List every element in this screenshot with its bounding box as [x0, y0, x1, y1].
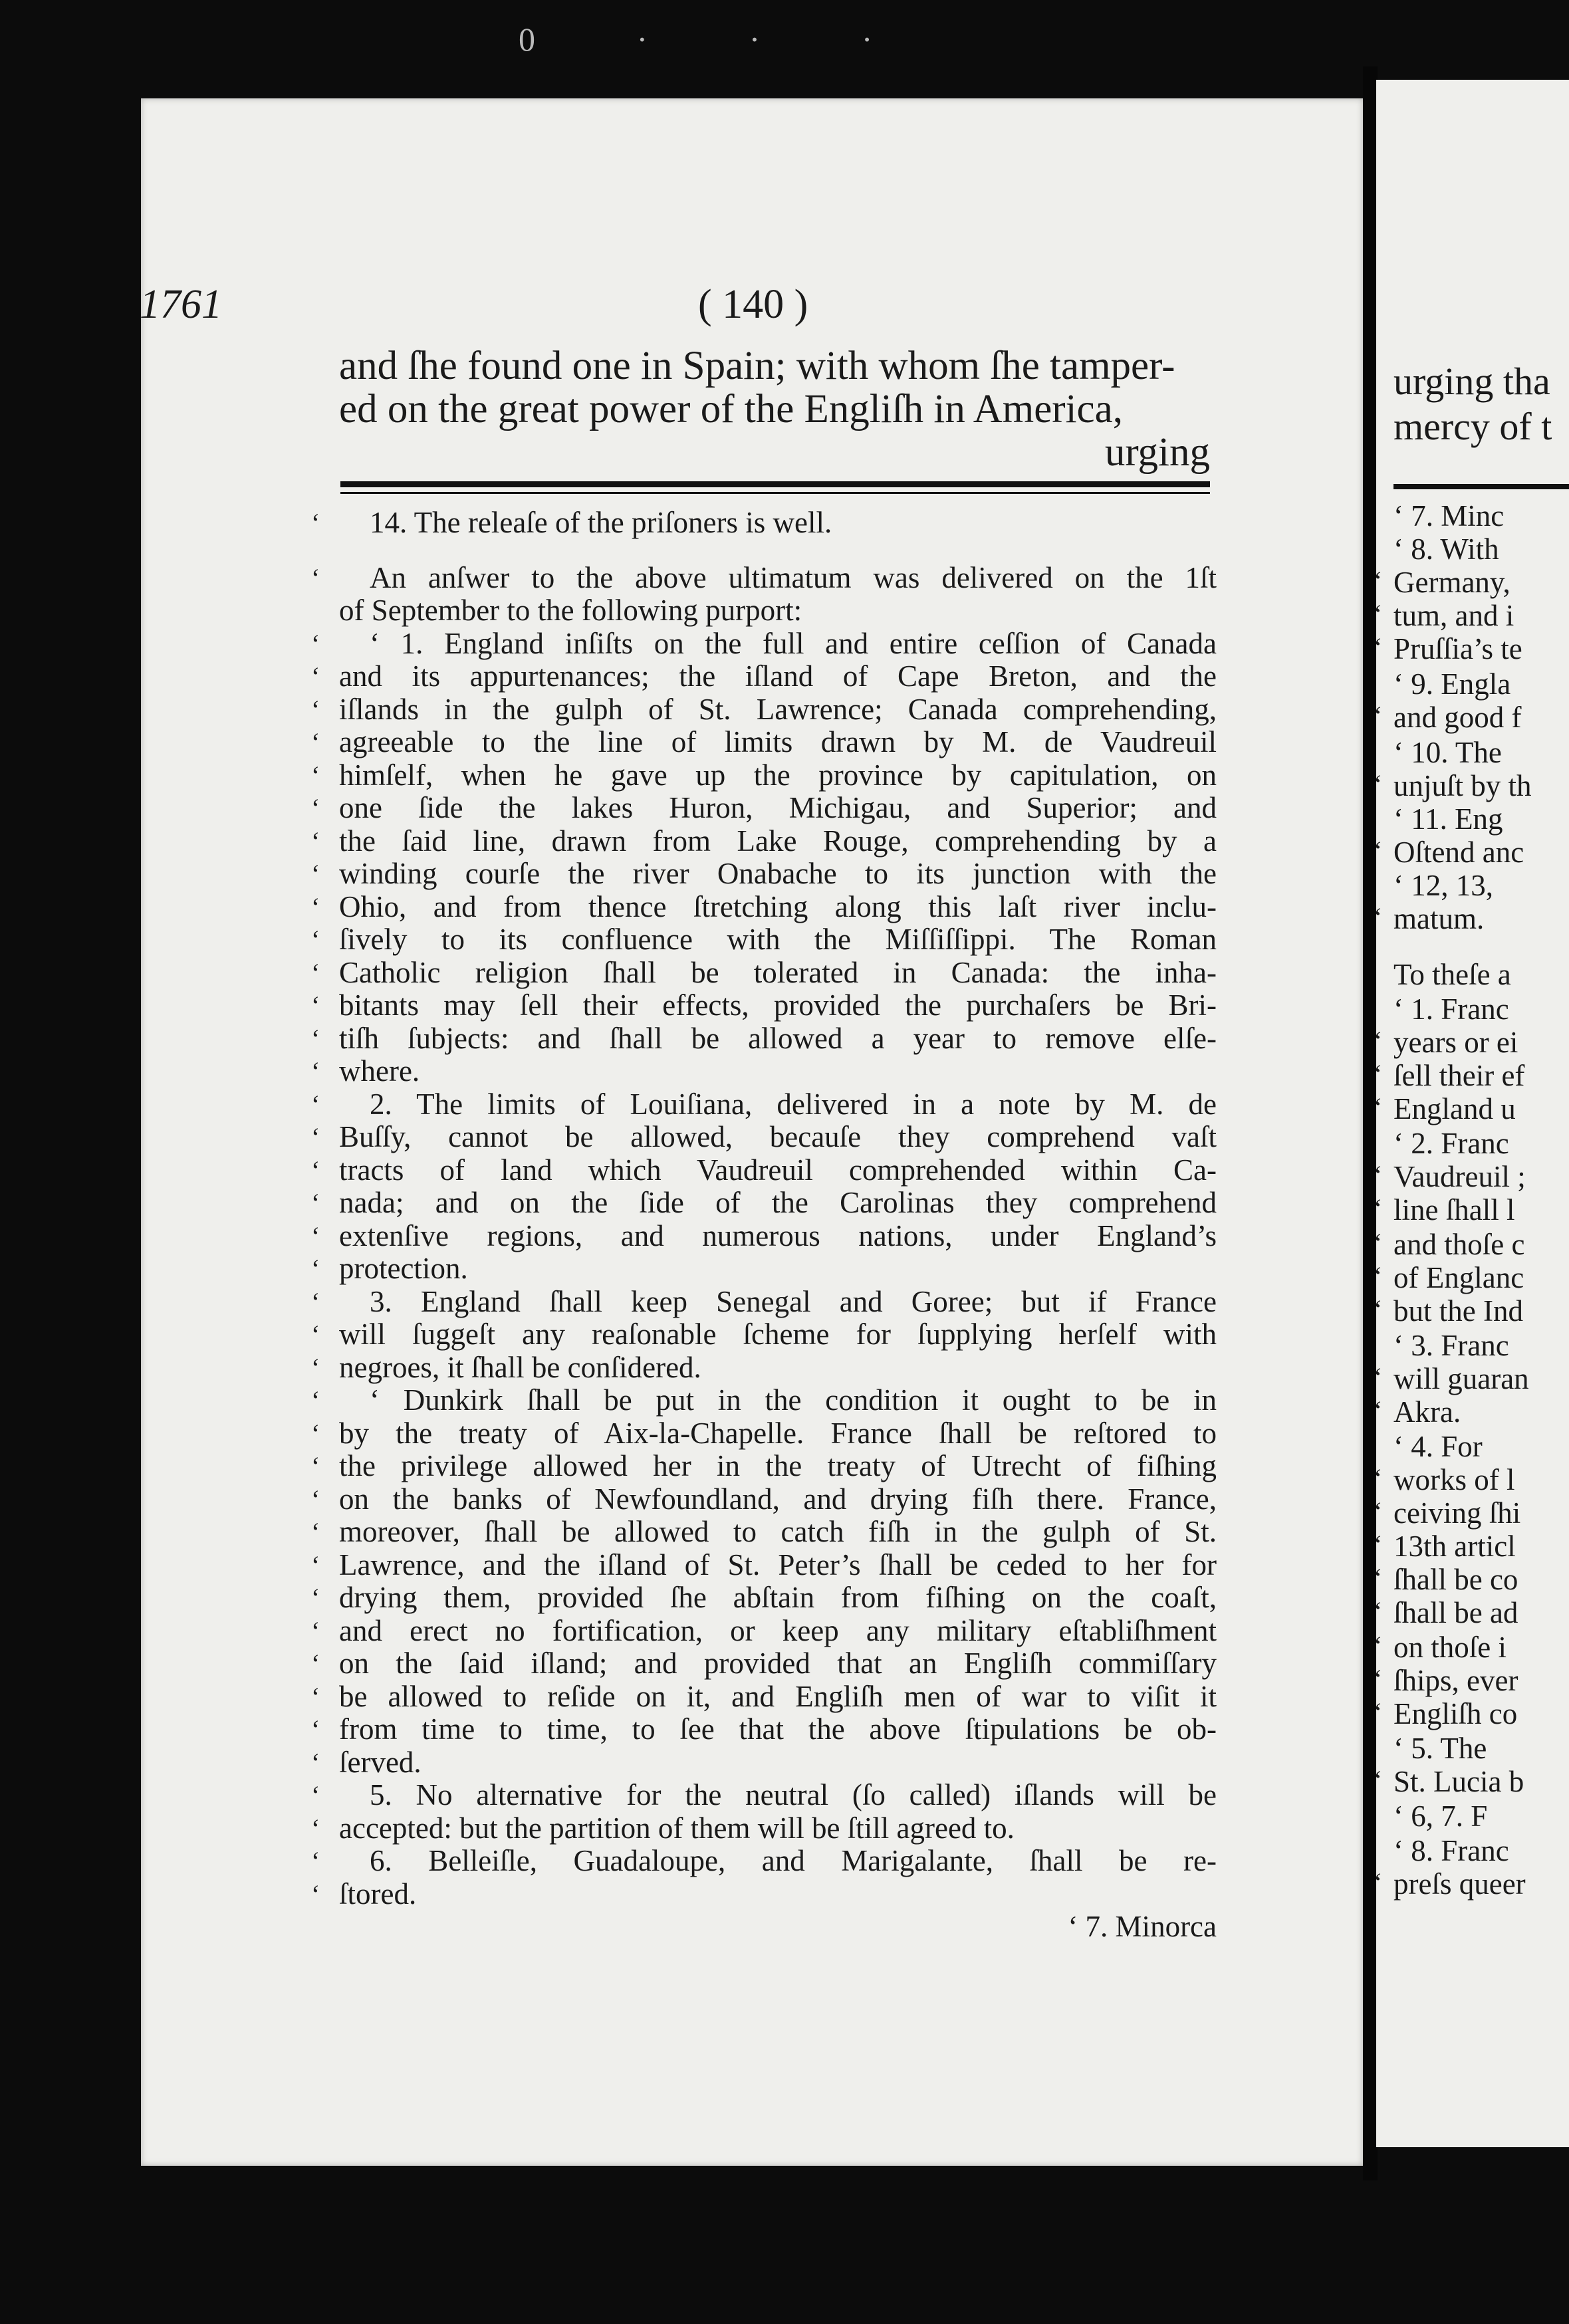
line-text: 13th articl	[1393, 1530, 1516, 1563]
right-page-line	[1374, 1395, 1461, 1429]
margin-quote-mark: ‘	[311, 1155, 320, 1185]
margin-quote-mark: ‘	[311, 1583, 320, 1613]
margin-quote-mark: ‘	[311, 1649, 320, 1679]
line-text: Engliſh co	[1393, 1697, 1518, 1730]
text-line	[311, 791, 1217, 825]
text-line	[311, 1647, 1217, 1681]
text-line	[311, 923, 1217, 957]
right-page-line	[1393, 1799, 1487, 1833]
margin-quote-mark: ‘	[1374, 836, 1383, 866]
text-line	[311, 1318, 1217, 1351]
line-text: on the banks of Newfoundland, and drying fiſh there. France,	[339, 1482, 1217, 1516]
line-text: 2. The limits of Louiſiana, delivered in a note by M. de	[370, 1087, 1217, 1121]
text-line	[339, 594, 1217, 628]
right-page-line	[1393, 667, 1510, 701]
right-page-line	[1374, 1595, 1518, 1630]
margin-quote-mark: ‘	[311, 1714, 320, 1744]
text-line	[311, 824, 1217, 858]
margin-quote-mark: ‘	[1374, 1765, 1383, 1795]
line-text: ‘ 8. Franc	[1393, 1834, 1509, 1867]
line-text: St. Lucia b	[1393, 1765, 1524, 1798]
line-text: ‘ 10. The	[1393, 736, 1502, 769]
right-page-catchword: mercy of t	[1393, 405, 1552, 448]
margin-quote-mark: ‘	[1374, 1059, 1383, 1089]
line-text: nada; and on the ſide of the Carolinas they comprehend	[339, 1186, 1217, 1219]
margin-quote-mark: ‘	[1374, 1697, 1383, 1727]
line-text: ‘ 6, 7. F	[1393, 1800, 1488, 1833]
text-line	[311, 1745, 1217, 1780]
line-text: ‘ 9. Engla	[1393, 667, 1511, 701]
text-line	[311, 1877, 1217, 1911]
text-line	[311, 1383, 1217, 1417]
line-text: protection.	[339, 1252, 468, 1285]
line-text: on thoſe i	[1393, 1631, 1507, 1664]
right-page-line	[1393, 868, 1493, 903]
right-page-line	[1374, 1092, 1516, 1126]
top-edge-marks: 0 · · ·	[519, 21, 919, 58]
text-line	[339, 1911, 1217, 1944]
margin-quote-mark: ‘	[311, 562, 320, 593]
margin-quote-mark: ‘	[1374, 1026, 1383, 1056]
margin-quote-mark: ‘	[311, 1056, 320, 1086]
line-text: tracts of land which Vaudreuil comprehended within Ca-	[339, 1153, 1217, 1187]
margin-quote-mark: ‘	[1374, 1092, 1383, 1122]
right-page-line	[1374, 632, 1522, 666]
text-line	[311, 1581, 1217, 1615]
right-page-line	[1393, 735, 1502, 770]
header-year: 1761	[140, 282, 222, 327]
line-text: the privilege allowed her in the treaty of Utrecht of fiſhing	[339, 1449, 1217, 1482]
right-page-line	[1393, 1429, 1483, 1464]
right-page-line	[1374, 1159, 1526, 1194]
right-page-line	[1374, 700, 1522, 735]
margin-quote-mark: ‘	[311, 826, 320, 856]
line-text: Buſſy, cannot be allowed, becauſe they comprehend vaſt	[339, 1120, 1217, 1153]
line-text: winding courſe the river Onabache to its junction with the	[339, 857, 1217, 890]
margin-quote-mark: ‘	[311, 1254, 320, 1284]
line-text: moreover, ſhall be allowed to catch fiſh in the gulph of St.	[339, 1515, 1217, 1548]
line-text: by the treaty of Aix-la-Chapelle. France ſhall be reſtored to	[339, 1416, 1217, 1450]
margin-quote-mark: ‘	[1374, 1294, 1383, 1324]
text-line	[311, 1449, 1217, 1483]
paragraph-gap	[339, 540, 1217, 562]
line-text: himſelf, when he gave up the province by capitulation, on	[339, 758, 1217, 792]
line-text: Oſtend anc	[1393, 836, 1524, 869]
margin-quote-mark: ‘	[1374, 1867, 1383, 1897]
margin-quote-mark: ‘	[311, 925, 320, 955]
line-text: Vaudreuil ;	[1393, 1160, 1526, 1193]
line-text: Pruſſia’s te	[1393, 632, 1522, 665]
line-text: ‘ 3. Franc	[1393, 1329, 1509, 1362]
margin-quote-mark: ‘	[1374, 769, 1383, 799]
margin-quote-mark: ‘	[311, 628, 320, 659]
right-page-line	[1374, 565, 1510, 600]
line-text: years or ei	[1393, 1026, 1518, 1059]
margin-quote-mark: ‘	[311, 661, 320, 691]
margin-quote-mark: ‘	[1374, 1395, 1383, 1425]
margin-quote-mark: ‘	[311, 1879, 320, 1909]
margin-quote-mark: ‘	[311, 990, 320, 1020]
margin-quote-mark: ‘	[311, 1780, 320, 1810]
margin-quote-mark: ‘	[311, 1615, 320, 1646]
margin-quote-mark: ‘	[1374, 1631, 1383, 1661]
line-text: tum, and i	[1393, 599, 1514, 632]
right-page-line	[1393, 1126, 1509, 1161]
text-line	[311, 692, 1217, 727]
text-line	[311, 1515, 1217, 1549]
text-line	[311, 659, 1217, 693]
margin-quote-mark: ‘	[311, 1220, 320, 1251]
line-text: ‘ 1. Franc	[1393, 992, 1509, 1026]
line-text: where.	[339, 1054, 420, 1088]
margin-quote-mark: ‘	[1374, 1530, 1383, 1560]
line-text: ‘ 7. Minorca	[1068, 1910, 1217, 1943]
right-page-line	[1374, 901, 1485, 936]
text-line	[311, 560, 1217, 595]
line-text: will ſuggeſt any reaſonable ſcheme for ſupplying herſelf with	[339, 1318, 1217, 1351]
margin-quote-mark: ‘	[311, 1122, 320, 1152]
line-text: ‘ Dunkirk ſhall be put in the condition it ought to be in	[370, 1383, 1217, 1417]
margin-quote-mark: ‘	[311, 1517, 320, 1547]
text-line	[311, 955, 1217, 990]
right-page-catchword: urging tha	[1393, 360, 1550, 403]
margin-quote-mark: ‘	[311, 694, 320, 725]
right-page-line	[1393, 532, 1499, 566]
line-text: ‘ 2. Franc	[1393, 1127, 1509, 1160]
text-line	[311, 1252, 1217, 1286]
right-page-line	[1374, 1294, 1523, 1328]
right-page-line	[1393, 802, 1503, 836]
margin-quote-mark: ‘	[311, 1023, 320, 1054]
line-text: works of l	[1393, 1463, 1515, 1496]
text-line	[311, 626, 1217, 661]
line-text: on the ſaid iſland; and provided that an Engliſh commiſſary	[339, 1647, 1217, 1680]
line-text: Ohio, and from thence ſtretching along this laſt river inclu-	[339, 889, 1217, 923]
line-text: agreeable to the line of limits drawn by M. de Vaudreuil	[339, 725, 1217, 758]
text-line	[311, 1087, 1217, 1121]
margin-quote-mark: ‘	[1374, 1496, 1383, 1526]
margin-quote-mark: ‘	[311, 1385, 320, 1415]
catchword-line-1: and ſhe found one in Spain; with whom ſhe tamper-	[339, 344, 1175, 388]
margin-quote-mark: ‘	[311, 727, 320, 757]
text-line	[311, 1482, 1217, 1516]
text-line	[311, 1284, 1217, 1319]
line-text: drying them, provided ſhe abſtain from fiſhing on the coaſt,	[339, 1581, 1217, 1614]
line-text: ‘ 7. Minc	[1393, 499, 1505, 532]
right-page-line	[1393, 992, 1509, 1026]
line-text: 14. The releaſe of the priſoners is well.	[370, 506, 832, 539]
margin-quote-mark: ‘	[1374, 1596, 1383, 1626]
text-line	[311, 1811, 1217, 1845]
margin-quote-mark: ‘	[311, 1320, 320, 1349]
line-text: Akra.	[1393, 1395, 1461, 1429]
line-text: ſell their ef	[1393, 1059, 1525, 1092]
line-text: and its appurtenances; the iſland of Cape Breton, and the	[339, 659, 1217, 693]
right-page-line	[1374, 598, 1514, 633]
line-text: unjuſt by th	[1393, 769, 1532, 802]
margin-quote-mark: ‘	[311, 508, 320, 538]
line-text: but the Ind	[1393, 1294, 1523, 1328]
margin-quote-mark: ‘	[311, 760, 320, 790]
margin-quote-mark: ‘	[311, 957, 320, 988]
right-page-line	[1374, 1562, 1518, 1597]
line-text: and good f	[1393, 701, 1522, 734]
line-text: 5. No alternative for the neutral (ſo called) iſlands will be	[370, 1778, 1217, 1811]
text-line	[311, 1120, 1217, 1154]
text-line	[311, 1416, 1217, 1451]
text-line	[311, 1153, 1217, 1187]
text-line	[311, 1778, 1217, 1812]
line-text: be allowed to reſide on it, and Engliſh men of war to viſit it	[339, 1679, 1217, 1713]
margin-quote-mark: ‘	[1374, 1463, 1383, 1493]
text-line	[311, 1844, 1217, 1878]
right-page-line	[1374, 1529, 1516, 1564]
line-text: will guaran	[1393, 1362, 1529, 1395]
line-text: and erect no fortification, or keep any military eſtabliſhment	[339, 1613, 1217, 1647]
line-text: accepted: but the partition of them will be ſtill agreed to.	[339, 1811, 1015, 1845]
line-text: 6. Belleiſle, Guadaloupe, and Marigalante, ſhall be re-	[370, 1844, 1217, 1877]
margin-quote-mark: ‘	[311, 1484, 320, 1514]
line-text: ſhall be ad	[1393, 1596, 1518, 1629]
text-line	[311, 1219, 1217, 1253]
margin-quote-mark: ‘	[1374, 566, 1383, 596]
line-text: ‘ 11. Eng	[1393, 802, 1503, 836]
text-line	[311, 1021, 1217, 1056]
line-text: ‘ 1. England inſiſts on the full and entire ceſſion of Canada	[370, 626, 1217, 660]
right-page-line	[1374, 1867, 1526, 1901]
line-text: England u	[1393, 1092, 1516, 1125]
text-line	[311, 1679, 1217, 1714]
line-text: ſhall be co	[1393, 1563, 1518, 1596]
text-line	[311, 1613, 1217, 1648]
main-body-text	[311, 506, 1217, 1944]
right-page-line	[1374, 1227, 1525, 1262]
margin-quote-mark: ‘	[1374, 1362, 1383, 1392]
margin-quote-mark: ‘	[311, 1550, 320, 1580]
margin-quote-mark: ‘	[311, 1813, 320, 1843]
text-line	[311, 1350, 1217, 1385]
right-page-line	[1374, 1058, 1525, 1093]
right-page-line	[1374, 1361, 1529, 1396]
right-page-line	[1374, 1193, 1515, 1227]
text-line	[311, 1712, 1217, 1746]
line-text: extenſive regions, and numerous nations, under England’s	[339, 1219, 1217, 1252]
line-text: matum.	[1393, 902, 1485, 935]
margin-quote-mark: ‘	[311, 1286, 320, 1317]
right-page-line	[1374, 835, 1524, 870]
line-text: preſs queer	[1393, 1867, 1526, 1901]
margin-quote-mark: ‘	[1374, 1563, 1383, 1593]
margin-quote-mark: ‘	[1374, 902, 1383, 932]
text-line	[311, 889, 1217, 924]
margin-quote-mark: ‘	[311, 1451, 320, 1481]
margin-quote-mark: ‘	[1374, 599, 1383, 629]
line-text: line ſhall l	[1393, 1193, 1515, 1226]
line-text: one ſide the lakes Huron, Michigau, and Superior; and	[339, 791, 1217, 824]
text-line	[311, 1548, 1217, 1582]
text-line	[311, 1054, 1217, 1088]
header-rule-thin	[340, 492, 1210, 494]
text-line	[311, 758, 1217, 792]
line-text: ‘ 5. The	[1393, 1732, 1487, 1765]
line-text: tiſh ſubjects: and ſhall be allowed a year to remove elſe-	[339, 1021, 1217, 1055]
right-page-line	[1374, 1462, 1515, 1497]
right-page-line	[1393, 1833, 1509, 1868]
right-page-line	[1374, 1764, 1524, 1799]
catchword-right: urging	[1104, 430, 1210, 475]
line-text: ‘ 8. With	[1393, 532, 1499, 566]
margin-quote-mark: ‘	[311, 1681, 320, 1712]
right-page-line	[1374, 1496, 1521, 1530]
margin-quote-mark: ‘	[311, 1846, 320, 1876]
right-page-line	[1374, 1663, 1518, 1698]
line-text: of Englanc	[1393, 1261, 1524, 1294]
margin-quote-mark: ‘	[1374, 632, 1383, 662]
right-page-line	[1374, 768, 1532, 803]
page-binding	[1363, 66, 1378, 2180]
line-text: Catholic religion ſhall be tolerated in Canada: the inha-	[339, 955, 1217, 989]
margin-quote-mark: ‘	[311, 793, 320, 823]
right-page-line	[1374, 1630, 1507, 1665]
margin-quote-mark: ‘	[1374, 701, 1383, 731]
line-text: ſhips, ever	[1393, 1664, 1518, 1697]
line-text: and thoſe c	[1393, 1228, 1525, 1261]
line-text: iſlands in the gulph of St. Lawrence; Canada comprehending,	[339, 692, 1217, 726]
margin-quote-mark: ‘	[311, 859, 320, 889]
line-text: Lawrence, and the iſland of St. Peter’s ſhall be ceded to her for	[339, 1548, 1217, 1581]
line-text: Germany,	[1393, 566, 1510, 599]
right-page-rule	[1393, 484, 1569, 489]
line-text: bitants may ſell their effects, provided the purchaſers be Bri-	[339, 988, 1217, 1022]
line-text: ſerved.	[339, 1745, 422, 1779]
margin-quote-mark: ‘	[311, 1188, 320, 1218]
line-text: ſively to its confluence with the Miſſiſſippi. The Roman	[339, 923, 1217, 956]
margin-quote-mark: ‘	[1374, 1664, 1383, 1694]
line-text: 3. England ſhall keep Senegal and Goree; but if France	[370, 1284, 1217, 1318]
text-line	[311, 1186, 1217, 1220]
margin-quote-mark: ‘	[1374, 1193, 1383, 1223]
line-text: To theſe a	[1393, 958, 1511, 991]
header-page-number: ( 140 )	[698, 282, 808, 327]
right-page-line	[1374, 1260, 1524, 1295]
line-text: ceiving ſhi	[1393, 1496, 1521, 1530]
right-page-line	[1374, 1025, 1518, 1060]
catchword-line-2: ed on the great power of the Engliſh in America,	[339, 387, 1123, 431]
margin-quote-mark: ‘	[311, 1089, 320, 1119]
text-line	[311, 988, 1217, 1022]
line-text: from time to time, to ſee that the above ſtipulations be ob-	[339, 1712, 1217, 1746]
right-page-line	[1393, 1731, 1487, 1766]
line-text: negroes, it ſhall be conſidered.	[339, 1350, 701, 1384]
margin-quote-mark: ‘	[1374, 1261, 1383, 1291]
margin-quote-mark: ‘	[1374, 1228, 1383, 1258]
line-text: ‘ 4. For	[1393, 1430, 1483, 1463]
right-page-line	[1393, 957, 1511, 992]
line-text: An anſwer to the above ultimatum was delivered on the 1ſt	[370, 560, 1217, 594]
margin-quote-mark: ‘	[311, 1352, 320, 1383]
right-page-line	[1393, 1328, 1509, 1363]
text-line	[311, 725, 1217, 759]
margin-quote-mark: ‘	[1374, 1160, 1383, 1190]
margin-quote-mark: ‘	[311, 1747, 320, 1778]
header-rule	[340, 481, 1210, 487]
right-page-line	[1374, 1696, 1518, 1731]
line-text: of September to the following purport:	[339, 594, 802, 627]
right-page-line	[1393, 499, 1504, 533]
line-text: the ſaid line, drawn from Lake Rouge, comprehending by a	[339, 824, 1217, 858]
margin-quote-mark: ‘	[311, 891, 320, 922]
margin-quote-mark: ‘	[311, 1418, 320, 1449]
text-line	[311, 506, 1217, 540]
line-text: ſtored.	[339, 1877, 417, 1911]
text-line	[311, 857, 1217, 891]
line-text: ‘ 12, 13,	[1393, 869, 1493, 902]
